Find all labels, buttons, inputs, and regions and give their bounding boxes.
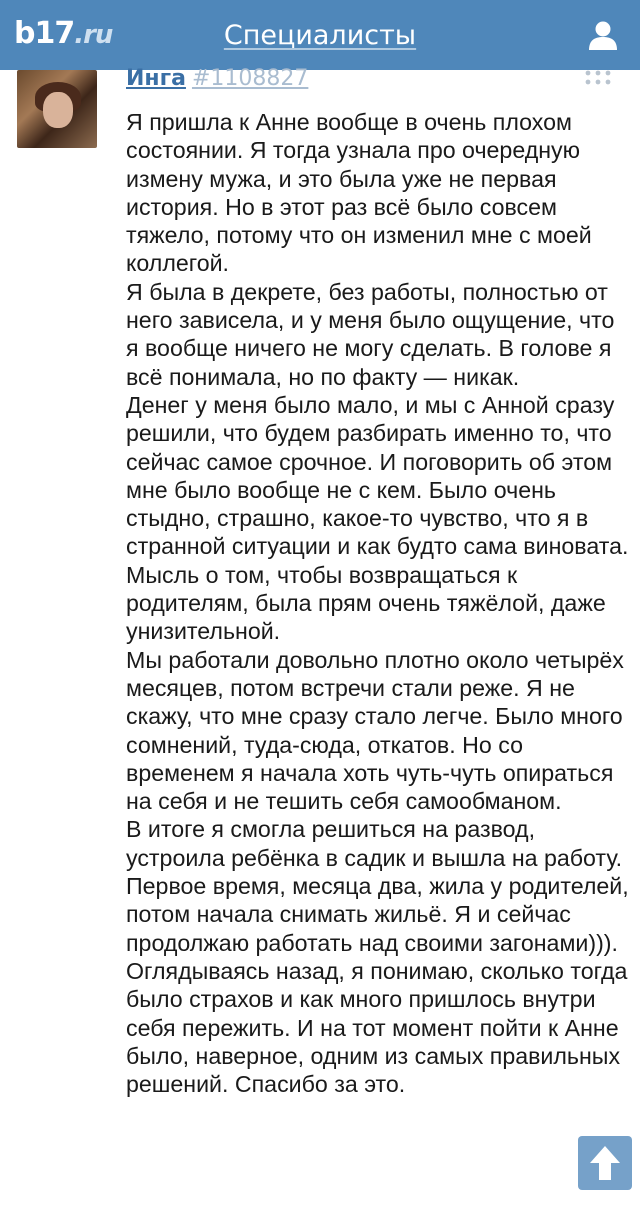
arrow-up-icon (578, 1136, 632, 1190)
author-avatar[interactable] (17, 70, 97, 148)
user-icon[interactable] (588, 20, 618, 52)
post-paragraph: В итоге я смогла решиться на развод, устроила ребёнка в садик и вышла на работу. Первое время, месяца два, жила у родителей, потом начала снимать жильё. Я и сейчас продолжаю работать над своими загонами))). (126, 816, 629, 956)
post-paragraph: Я была в декрете, без работы, полностью от него зависела, и у меня было ощущение, что я вообще ничего не могу сделать. В голове я всё понимала, но по факту — никак. (126, 278, 615, 390)
logo-main: b17 (14, 16, 75, 51)
more-dots-icon[interactable] (584, 68, 612, 88)
author-name-link[interactable]: Инга (126, 66, 186, 91)
post-paragraph: Оглядываясь назад, я понимаю, сколько тогда было страхов и как много пришлось внутри себя пережить. И на тот момент пойти к Анне было, наверное, одним из самых правильных решений. Спасибо за это. (126, 957, 628, 1098)
post-paragraph: Денег у меня было мало, и мы с Анной сразу решили, что будем разбирать именно то, что сейчас самое срочное. И поговорить об этом мне было вообще не с кем. Было очень стыдно, страшно, какое-то чувство, что я в странной ситуации и как будто сама виновата. Мысль о том, чтобы возвращаться к родителям, была прям очень тяжёлой, даже унизительной. (126, 391, 629, 645)
top-bar (0, 0, 640, 70)
post-paragraph: Мы работали довольно плотно около четырёх месяцев, потом встречи стали реже. Я не скажу, что мне сразу стало легче. Было много сомнений, туда-сюда, откатов. Но со временем я начала хоть чуть-чуть опираться на себя и не тешить себя самообманом. (126, 646, 624, 815)
logo-suffix: .ru (74, 20, 113, 50)
post-body (126, 108, 632, 1098)
author-id-link[interactable]: #1108827 (191, 66, 309, 91)
post-paragraph: Я пришла к Анне вообще в очень плохом состоянии. Я тогда узнала про очередную измену мужа, и это была уже не первая история. Но в этот раз всё было совсем тяжело, потому что он изменил мне с моей коллегой. (126, 109, 592, 277)
page-title[interactable]: Специалисты (223, 20, 417, 51)
scroll-to-top-button[interactable] (578, 1136, 632, 1190)
avatar-face (43, 92, 73, 128)
site-logo[interactable] (14, 16, 112, 51)
post-author-line (126, 66, 308, 91)
